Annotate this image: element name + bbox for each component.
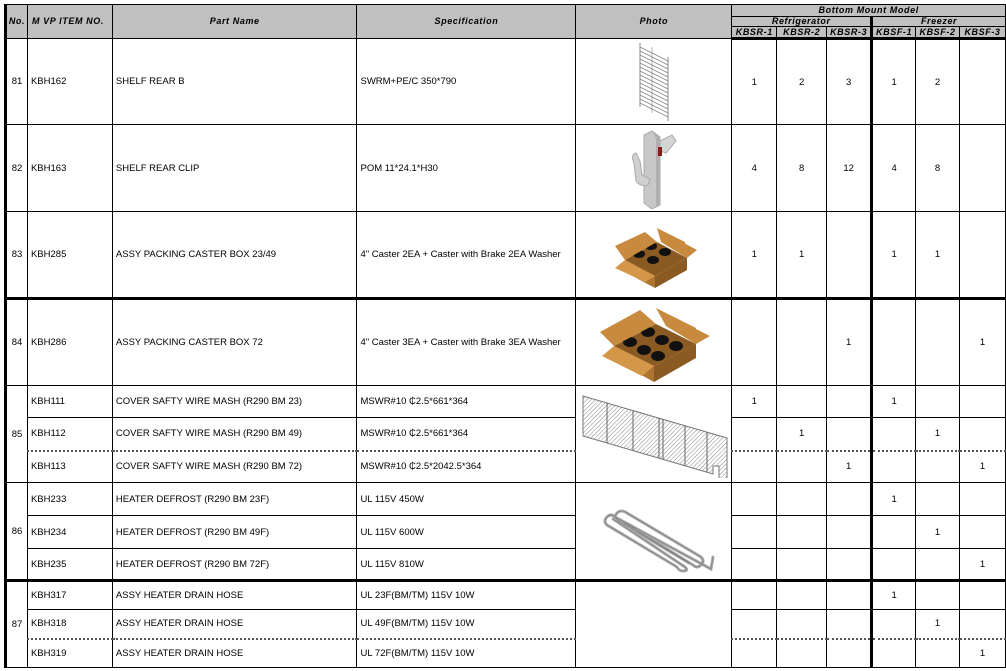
specification: UL 72F(BM/TM) 115V 10W [357, 639, 576, 668]
qty-kbsr-2 [777, 581, 827, 610]
col-header-kbsr-1: KBSR-1 [732, 27, 777, 39]
item-code: KBH111 [27, 386, 112, 418]
photo-cell [576, 299, 732, 386]
qty-kbsr-3: 12 [827, 125, 872, 212]
qty-kbsr-2 [777, 299, 827, 386]
qty-kbsf-3 [960, 125, 1006, 212]
qty-kbsr-2 [777, 483, 827, 516]
qty-kbsf-2 [916, 639, 960, 668]
qty-kbsf-1 [872, 299, 916, 386]
part-name: ASSY PACKING CASTER BOX 23/49 [112, 212, 357, 299]
qty-kbsf-2 [916, 299, 960, 386]
specification: UL 49F(BM/TM) 115V 10W [357, 610, 576, 639]
part-name: ASSY PACKING CASTER BOX 72 [112, 299, 357, 386]
qty-kbsr-3: 3 [827, 39, 872, 125]
row-number: 81 [6, 39, 28, 125]
photo-cell [576, 125, 732, 212]
item-code: KBH235 [27, 549, 112, 581]
qty-kbsr-2 [777, 451, 827, 483]
photo-cell-empty [576, 581, 732, 668]
qty-kbsr-1: 4 [732, 125, 777, 212]
qty-kbsf-2 [916, 451, 960, 483]
row-number: 86 [6, 483, 28, 581]
item-code: KBH233 [27, 483, 112, 516]
part-name: HEATER DEFROST (R290 BM 49F) [112, 516, 357, 549]
qty-kbsf-1: 1 [872, 483, 916, 516]
item-code: KBH162 [27, 39, 112, 125]
qty-kbsf-3 [960, 212, 1006, 299]
row-number: 82 [6, 125, 28, 212]
item-code: KBH318 [27, 610, 112, 639]
qty-kbsr-2: 1 [777, 212, 827, 299]
table-row [6, 516, 1006, 549]
col-header-kbsf-2: KBSF-2 [916, 27, 960, 39]
row-number: 85 [6, 386, 28, 483]
qty-kbsf-2 [916, 549, 960, 581]
qty-kbsf-3: 1 [960, 639, 1006, 668]
qty-kbsf-3 [960, 483, 1006, 516]
qty-kbsr-1 [732, 549, 777, 581]
table-row [6, 549, 1006, 581]
item-code: KBH285 [27, 212, 112, 299]
table-row [6, 451, 1006, 483]
col-header-freezer: Freezer [872, 17, 1006, 27]
qty-kbsr-3: 1 [827, 299, 872, 386]
col-header-kbsr-3: KBSR-3 [827, 27, 872, 39]
item-code: KBH286 [27, 299, 112, 386]
qty-kbsr-3 [827, 549, 872, 581]
qty-kbsf-2: 1 [916, 212, 960, 299]
qty-kbsf-3: 1 [960, 549, 1006, 581]
qty-kbsr-3 [827, 483, 872, 516]
parts-table [4, 4, 1006, 668]
qty-kbsr-2: 8 [777, 125, 827, 212]
qty-kbsr-2: 2 [777, 39, 827, 125]
part-name: COVER SAFTY WIRE MASH (R290 BM 49) [112, 418, 357, 451]
qty-kbsf-1: 1 [872, 581, 916, 610]
specification: UL 23F(BM/TM) 115V 10W [357, 581, 576, 610]
col-header-kbsr-2: KBSR-2 [777, 27, 827, 39]
specification: UL 115V 810W [357, 549, 576, 581]
table-row [6, 39, 1006, 125]
qty-kbsf-1 [872, 418, 916, 451]
qty-kbsf-1: 4 [872, 125, 916, 212]
photo-cell [576, 483, 732, 581]
photo-cell [576, 212, 732, 299]
qty-kbsf-3 [960, 418, 1006, 451]
specification: UL 115V 450W [357, 483, 576, 516]
part-name: HEATER DEFROST (R290 BM 72F) [112, 549, 357, 581]
qty-kbsf-3 [960, 39, 1006, 125]
qty-kbsf-1 [872, 451, 916, 483]
specification: 4" Caster 2EA + Caster with Brake 2EA Washer [357, 212, 576, 299]
item-code: KBH113 [27, 451, 112, 483]
qty-kbsf-1: 1 [872, 212, 916, 299]
qty-kbsf-3 [960, 581, 1006, 610]
part-name: HEATER DEFROST (R290 BM 23F) [112, 483, 357, 516]
qty-kbsr-1 [732, 516, 777, 549]
qty-kbsf-2 [916, 581, 960, 610]
qty-kbsr-1 [732, 581, 777, 610]
col-header-photo: Photo [576, 5, 732, 39]
wire-mesh-cover-icon [579, 386, 729, 478]
qty-kbsf-1: 1 [872, 39, 916, 125]
table-row [6, 386, 1006, 418]
item-code: KBH319 [27, 639, 112, 668]
qty-kbsr-3 [827, 386, 872, 418]
table-row [6, 610, 1006, 639]
qty-kbsf-3 [960, 610, 1006, 639]
row-number: 87 [6, 581, 28, 668]
qty-kbsr-2 [777, 639, 827, 668]
specification: UL 115V 600W [357, 516, 576, 549]
row-number: 83 [6, 212, 28, 299]
col-header-kbsf-1: KBSF-1 [872, 27, 916, 39]
item-code: KBH163 [27, 125, 112, 212]
col-header-kbsf-3: KBSF-3 [960, 27, 1006, 39]
col-header-part-name: Part Name [112, 5, 357, 39]
specification: MSWR#10 ₵2.5*2042.5*364 [357, 451, 576, 483]
qty-kbsf-1 [872, 549, 916, 581]
qty-kbsr-2 [777, 549, 827, 581]
parts-list-sheet [4, 4, 1006, 668]
part-name: ASSY HEATER DRAIN HOSE [112, 639, 357, 668]
qty-kbsr-1: 1 [732, 386, 777, 418]
part-name: SHELF REAR B [112, 39, 357, 125]
qty-kbsf-1 [872, 610, 916, 639]
part-name: COVER SAFTY WIRE MASH (R290 BM 72) [112, 451, 357, 483]
table-row [6, 639, 1006, 668]
table-row [6, 299, 1006, 386]
specification: MSWR#10 ₵2.5*661*364 [357, 418, 576, 451]
qty-kbsf-2 [916, 483, 960, 516]
qty-kbsf-3: 1 [960, 299, 1006, 386]
specification: SWRM+PE/C 350*790 [357, 39, 576, 125]
qty-kbsr-3 [827, 516, 872, 549]
caster-box-6-icon [596, 302, 712, 384]
specification: POM 11*24.1*H30 [357, 125, 576, 212]
qty-kbsf-1 [872, 516, 916, 549]
qty-kbsr-1 [732, 639, 777, 668]
table-row [6, 212, 1006, 299]
qty-kbsr-1: 1 [732, 212, 777, 299]
qty-kbsf-2: 1 [916, 610, 960, 639]
photo-cell [576, 39, 732, 125]
qty-kbsf-2: 2 [916, 39, 960, 125]
part-name: ASSY HEATER DRAIN HOSE [112, 581, 357, 610]
qty-kbsr-2 [777, 516, 827, 549]
row-number: 84 [6, 299, 28, 386]
part-name: COVER SAFTY WIRE MASH (R290 BM 23) [112, 386, 357, 418]
col-header-no: No. [6, 5, 28, 39]
qty-kbsf-1 [872, 639, 916, 668]
qty-kbsr-1 [732, 299, 777, 386]
table-row [6, 125, 1006, 212]
qty-kbsr-3: 1 [827, 451, 872, 483]
qty-kbsf-3: 1 [960, 451, 1006, 483]
col-header-bottom-mount-model: Bottom Mount Model [732, 5, 1006, 17]
qty-kbsf-3 [960, 386, 1006, 418]
item-code: KBH234 [27, 516, 112, 549]
qty-kbsr-3 [827, 610, 872, 639]
qty-kbsf-2: 8 [916, 125, 960, 212]
qty-kbsr-1 [732, 418, 777, 451]
table-row [6, 483, 1006, 516]
qty-kbsr-2: 1 [777, 418, 827, 451]
qty-kbsr-3 [827, 212, 872, 299]
part-name: SHELF REAR CLIP [112, 125, 357, 212]
item-code: KBH112 [27, 418, 112, 451]
qty-kbsr-3 [827, 581, 872, 610]
col-header-item-no: M VP ITEM NO. [27, 5, 112, 39]
caster-box-4-icon [609, 220, 699, 290]
col-header-specification: Specification [357, 5, 576, 39]
specification: 4" Caster 3EA + Caster with Brake 3EA Washer [357, 299, 576, 386]
table-row [6, 418, 1006, 451]
part-name: ASSY HEATER DRAIN HOSE [112, 610, 357, 639]
qty-kbsr-3 [827, 418, 872, 451]
qty-kbsf-2 [916, 386, 960, 418]
qty-kbsr-1 [732, 610, 777, 639]
qty-kbsf-3 [960, 516, 1006, 549]
qty-kbsr-1 [732, 451, 777, 483]
qty-kbsr-3 [827, 639, 872, 668]
col-header-refrigerator: Refrigerator [732, 17, 872, 27]
qty-kbsr-2 [777, 386, 827, 418]
qty-kbsf-1: 1 [872, 386, 916, 418]
photo-cell [576, 386, 732, 483]
qty-kbsf-2: 1 [916, 418, 960, 451]
qty-kbsr-1: 1 [732, 39, 777, 125]
wire-shelf-rear-icon [634, 41, 674, 123]
defrost-heater-icon [589, 487, 719, 575]
specification: MSWR#10 ₵2.5*661*364 [357, 386, 576, 418]
item-code: KBH317 [27, 581, 112, 610]
table-row [6, 581, 1006, 610]
qty-kbsr-2 [777, 610, 827, 639]
qty-kbsf-2: 1 [916, 516, 960, 549]
qty-kbsr-1 [732, 483, 777, 516]
shelf-clip-icon [626, 127, 682, 209]
